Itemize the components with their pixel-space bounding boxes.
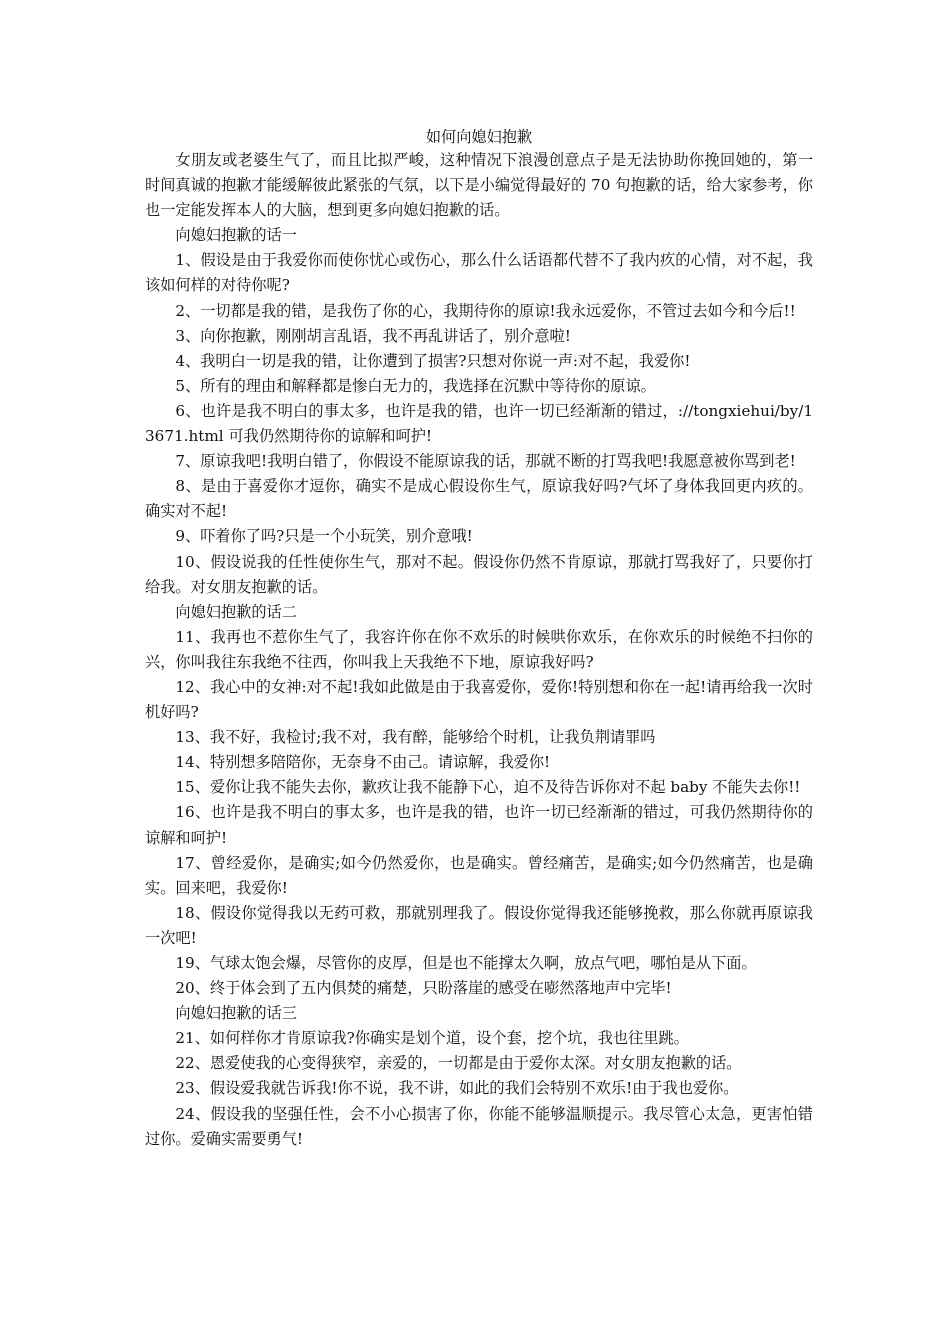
list-item: 7、原谅我吧!我明白错了，你假设不能原谅我的话，那就不断的打骂我吧!我愿意被你骂到老! bbox=[175, 452, 796, 471]
section-heading: 向媳妇抱歉的话一 bbox=[175, 226, 297, 245]
list-item: 17、曾经爱你，是确实;如今仍然爱你，也是确实。曾经痛苦，是确实;如今仍然痛苦，也是确实。回来吧，我爱你! bbox=[145, 853, 813, 897]
list-item: 10、假设说我的任性使你生气，那对不起。假设你仍然不肯原谅，那就打骂我好了，只要你打给我。对女朋友抱歉的话。 bbox=[145, 552, 813, 596]
list-item: 2、一切都是我的错，是我伤了你的心，我期待你的原谅!我永远爱你，不管过去如今和今后!! bbox=[175, 301, 796, 320]
list-item: 18、假设你觉得我以无药可救，那就别理我了。假设你觉得我还能够挽救，那么你就再原谅我一次吧! bbox=[145, 903, 813, 947]
list-item: 19、气球太饱会爆，尽管你的皮厚，但是也不能撑太久啊，放点气吧，哪怕是从下面。 bbox=[175, 954, 757, 972]
list-item: 3、向你抱歉，刚刚胡言乱语，我不再乱讲话了，别介意啦! bbox=[175, 326, 571, 345]
list-item: 1、假设是由于我爱你而使你忧心或伤心，那么什么话语都代替不了我内疚的心情，对不起，我该如何样的对待你呢? bbox=[145, 251, 813, 295]
list-item: 5、所有的理由和解释都是惨白无力的，我选择在沉默中等待你的原谅。 bbox=[175, 376, 656, 395]
section-heading: 向媳妇抱歉的话三 bbox=[175, 1004, 297, 1023]
list-item: 8、是由于喜爱你才逗你，确实不是成心假设你生气，原谅我好吗?气坏了身体我回更内疚的。确实对不起! bbox=[145, 477, 813, 521]
list-item: 22、恩爱使我的心变得狭窄，亲爱的，一切都是由于爱你太深。对女朋友抱歉的话。 bbox=[175, 1054, 742, 1073]
list-item: 24、假设我的坚强任性，会不小心损害了你，你能不能够温顺提示。我尽管心太急，更害怕错过你。爱确实需要勇气! bbox=[145, 1104, 813, 1148]
list-item: 11、我再也不惹你生气了，我容许你在你不欢乐的时候哄你欢乐，在你欢乐的时候绝不扫你的兴，你叫我往东我绝不往西，你叫我上天我绝不下地，原谅我好吗? bbox=[145, 627, 813, 671]
list-item: 15、爱你让我不能失去你，歉疚让我不能静下心，迫不及待告诉你对不起 baby 不能失去你!! bbox=[175, 778, 801, 797]
document-title: 如何向媳妇抱歉 bbox=[425, 128, 533, 146]
section-heading: 向媳妇抱歉的话二 bbox=[175, 602, 297, 621]
list-item: 13、我不好，我检讨;我不对，我有醉，能够给个时机，让我负荆请罪吗 bbox=[175, 728, 656, 747]
list-item: 9、吓着你了吗?只是一个小玩笑，别介意哦! bbox=[175, 527, 473, 546]
list-item: 21、如何样你才肯原谅我?你确实是划个道，设个套，挖个坑，我也往里跳。 bbox=[175, 1029, 689, 1048]
document-page bbox=[145, 126, 813, 1152]
list-item: 6、也许是我不明白的事太多，也许是我的错，也许一切已经渐渐的错过，://tongxiehui/by/13671.html 可我仍然期待你的谅解和呵护! bbox=[145, 401, 813, 446]
list-item: 16、也许是我不明白的事太多，也许是我的错，也许一切已经渐渐的错过，可我仍然期待你的谅解和呵护! bbox=[145, 803, 813, 847]
list-item: 23、假设爱我就告诉我!你不说，我不讲，如此的我们会特别不欢乐!由于我也爱你。 bbox=[175, 1079, 739, 1098]
list-item: 14、特别想多陪陪你，无奈身不由己。请谅解，我爱你! bbox=[175, 753, 551, 772]
list-item: 20、终于体会到了五内俱焚的痛楚，只盼落崖的感受在嘭然落地声中完毕! bbox=[175, 979, 672, 998]
list-item: 12、我心中的女神:对不起!我如此做是由于我喜爱你，爱你!特别想和你在一起!请再给我一次时机好吗? bbox=[145, 677, 813, 722]
intro-paragraph: 女朋友或老婆生气了，而且比拟严峻，这种情况下浪漫创意点子是无法协助你挽回她的，第一时间真诚的抱歉才能缓解彼此紧张的气氛，以下是小编觉得最好的 70 句抱歉的话，给大家参考，你也一定能发挥本人的大脑，想到更多向媳妇抱歉的话。 bbox=[145, 151, 813, 220]
list-item: 4、我明白一切是我的错，让你遭到了损害?只想对你说一声:对不起，我爱你! bbox=[175, 351, 691, 370]
